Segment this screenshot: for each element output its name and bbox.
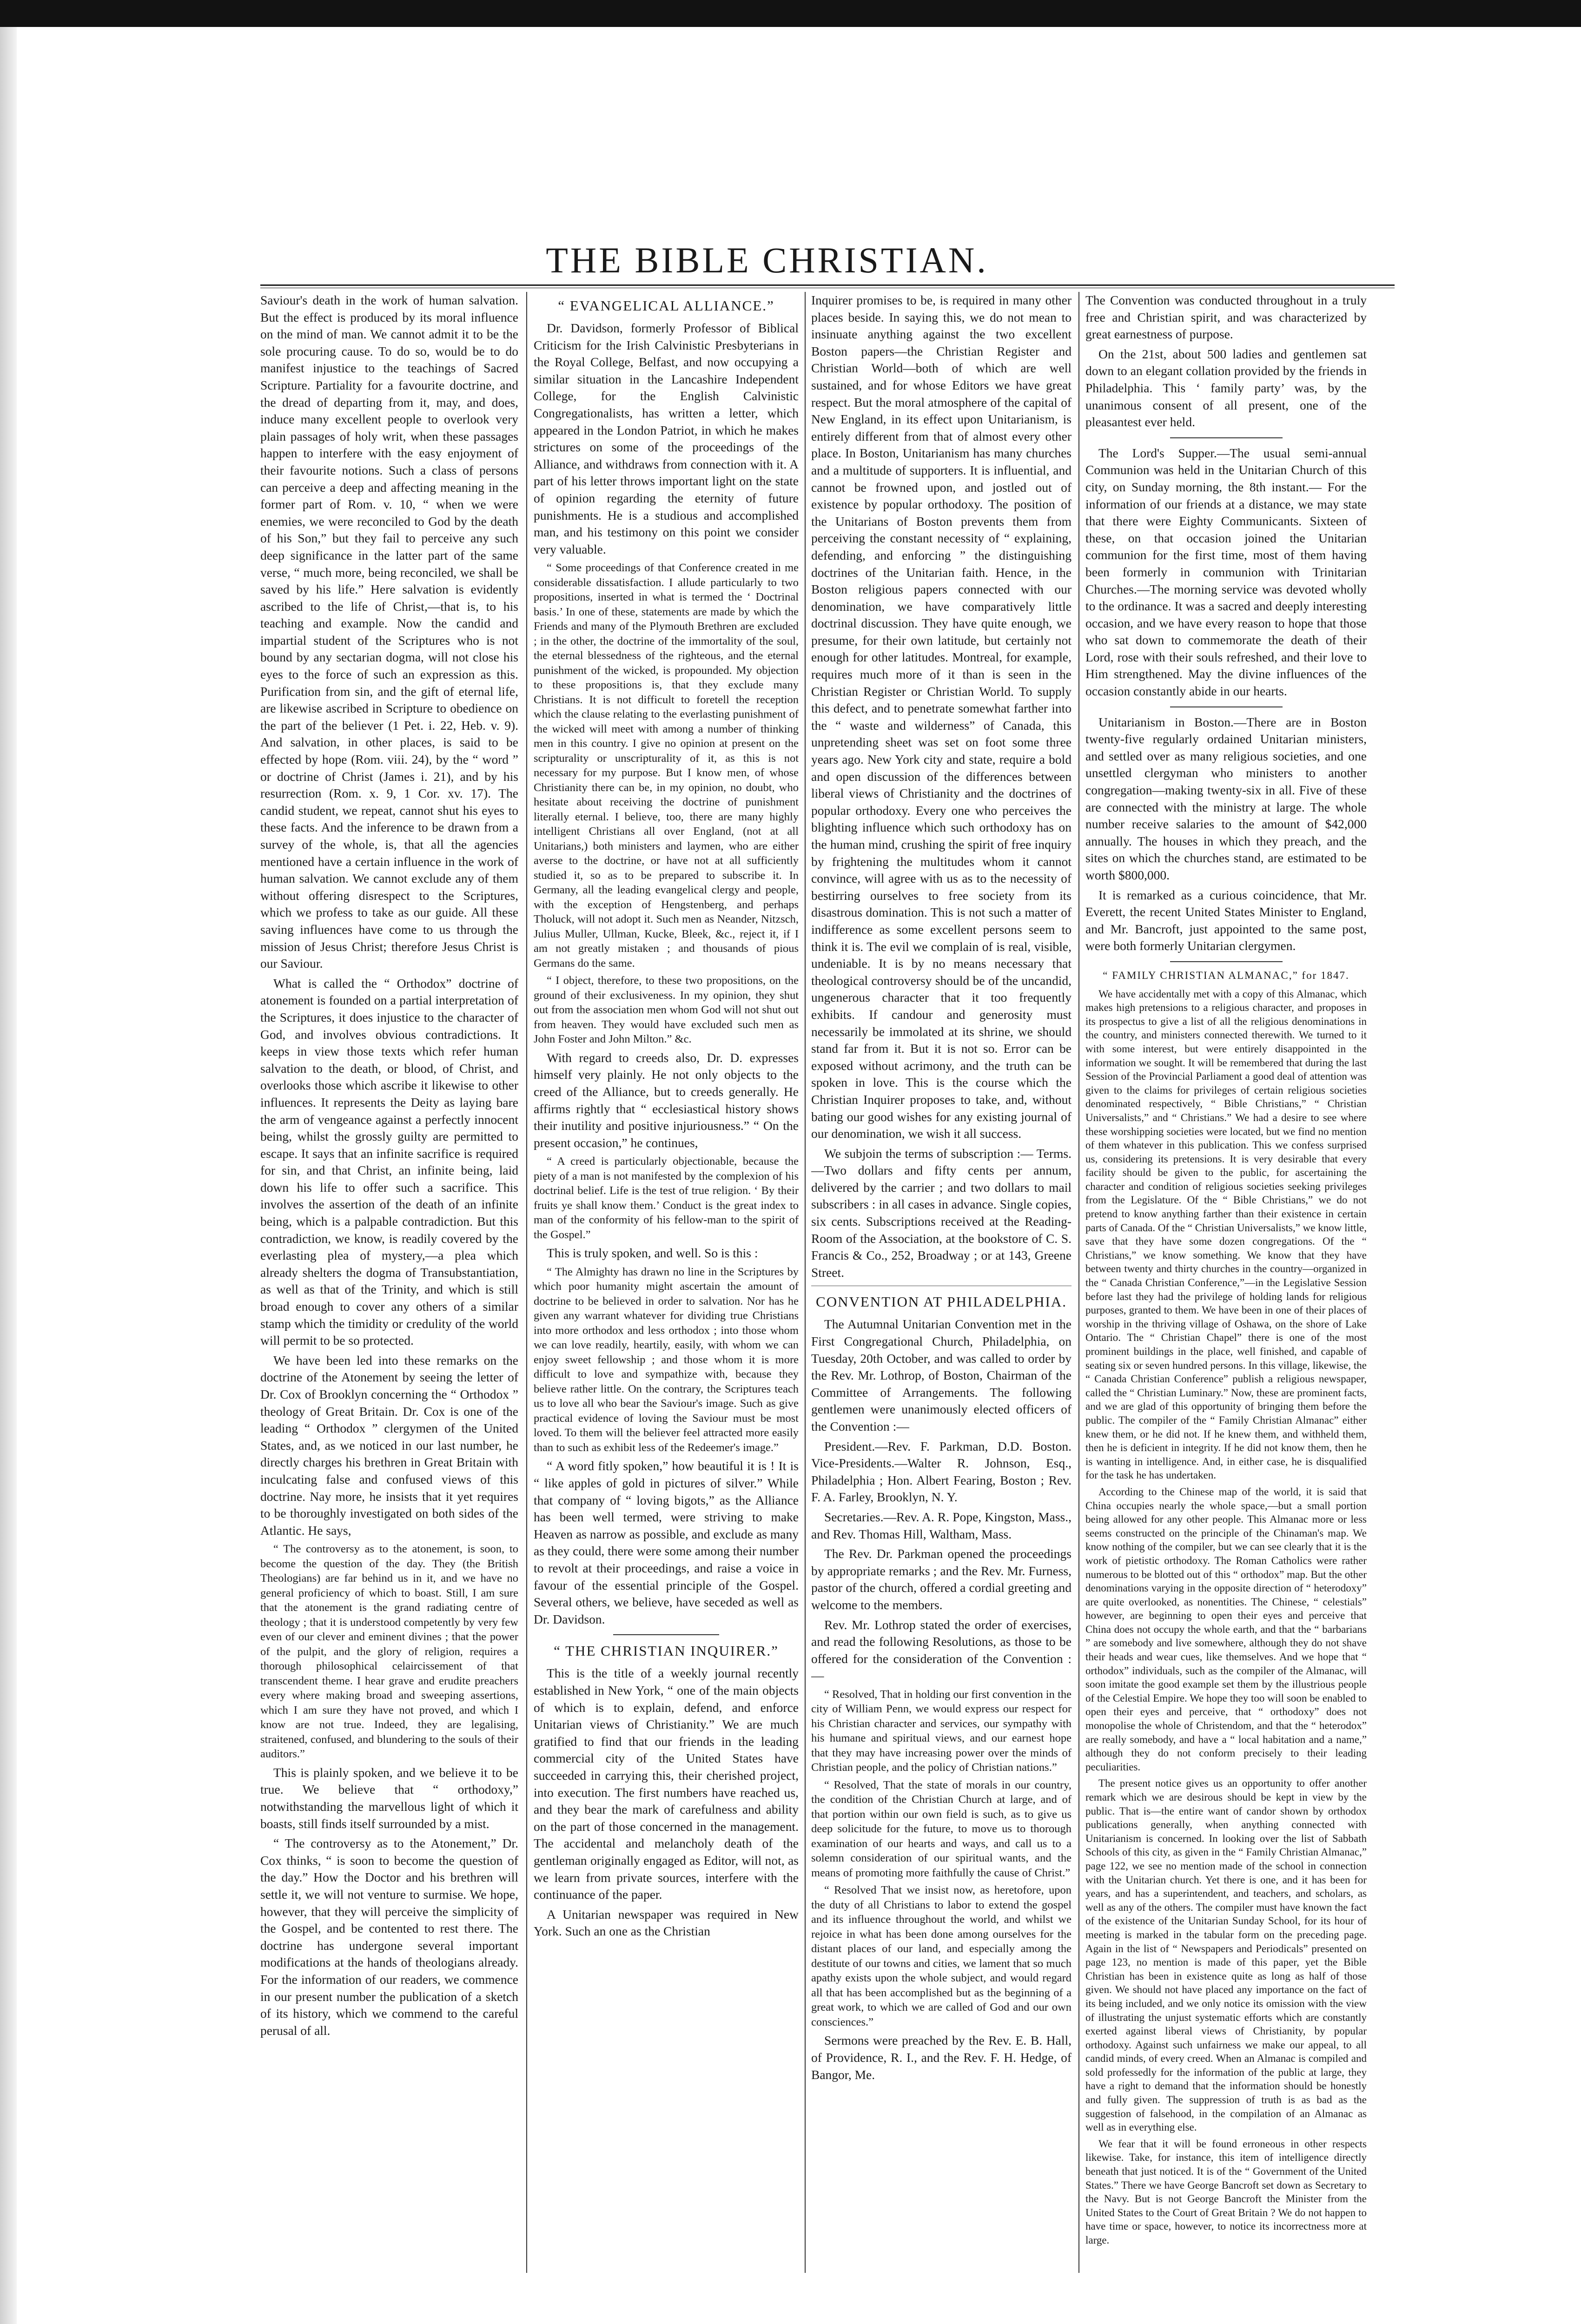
paragraph: Secretaries.—Rev. A. R. Pope, Kingston, Mass., and Rev. Thomas Hill, Waltham, Mass. <box>811 1509 1072 1541</box>
paragraph: The Autumnal Unitarian Convention met in the First Congregational Church, Philadelphia, on Tuesday, 20th October, and was called to order by the Rev. Mr. Lothrop, of Boston, Chairman of the Committee of Arrangements. The following gentlemen were unanimously elected officers of the Convention :— <box>811 1317 1072 1433</box>
block-quote: “ I object, therefore, to these two propositions, on the ground of their exclusiveness. In my opinion, they shut out from the association men whom God will not shut out from heaven. They would have excluded such men as John Foster and John Milton.” &c. <box>534 974 799 1046</box>
section-divider <box>1170 961 1283 962</box>
section-divider <box>1170 437 1283 438</box>
paragraph: This is truly spoken, and well. So is this : <box>547 1246 758 1261</box>
paragraph: Rev. Mr. Lothrop stated the order of exercises, and read the following Resolutions, as those to be offered for the consideration of the Convention :— <box>811 1617 1072 1683</box>
article-heading: “ THE CHRISTIAN INQUIRER.” <box>554 1643 779 1659</box>
paragraph: What is called the “ Orthodox” doctrine of atonement is founded on a partial interpretation of the Scriptures, it does injustice to the character of God, and involves obvious contradictions. It keeps in view those texts which refer human salvation to the death, or blood, of Christ, and overlooks those which ascribe it likewise to other influences. It represents the Deity as laying bare the arm of vengeance against a perfectly innocent being, whilst the grossly guilty are permitted to escape. It says that an infinite sacrifice is required for sin, and that Christ, an infinite being, laid down his life to offer such a sacrifice. This involves the assertion of the death of an infinite being, which is a palpable contradiction. But this contradiction, we know, is readily covered by the everlasting plea of mystery,—a plea which already shelters the dogma of Transubstantiation, as well as that of the Trinity, and which is still broad enough to cover any others of a similar stamp which the timidity or credulity of the world will permit to be so protected. <box>260 976 518 1348</box>
article-heading: “ FAMILY CHRISTIAN ALMANAC,” for 1847. <box>1103 969 1349 981</box>
paragraph: This is the title of a weekly journal recently established in New York, “ one of the main objects of which is to explain, defend, and enforce Unitarian views of Christianity.” We are much gratified to find that our friends in the leading commercial city of the United States have succeeded in carrying this, their cherished project, into execution. The first numbers have reached us, and they bear the mark of carefulness and ability on the part of those concerned in the management. The accidental and melancholy death of the gentleman originally engaged as Editor, will not, as we learn from private sources, interfere with the continuance of the paper. <box>534 1666 799 1902</box>
column-2 <box>534 292 799 2273</box>
section-divider <box>1170 706 1283 707</box>
block-quote: “ Some proceedings of that Conference created in me considerable dissatisfaction. I allude particularly to two propositions, inserted in what is termed the ‘ Doctrinal basis.’ In one of these, statements are made by which the Friends and many of the Plymouth Brethren are excluded ; in the other, the doctrine of the immortality of the soul, the eternal blessedness of the righteous, and the eternal punishment of the wicked, is propounded. My objection to these propositions is, that they exclude many Christians. It is not difficult to foretell the reception which the clause relating to the everlasting punishment of the wicked will meet with among a number of thinking men in this country. I give no opinion at present on the scripturality or unscripturality of it, as this is not necessary for my purpose. But I know men, of whose Christianity there can be, in my opinion, no doubt, who hesitate about receiving the doctrine of punishment literally eternal. I believe, too, there are many highly intelligent Christians all over England, (not at all Unitarians,) both ministers and laymen, who are either averse to the doctrine, or have not at all sufficiently studied it, so as to be prepared to subscribe it. In Germany, all the leading evangelical clergy and people, with the exception of Hengstenberg, and perhaps Tholuck, will not adopt it. Such men as Neander, Nitzsch, Julius Muller, Ullman, Kucke, Bleek, &c., reject it, if I am not greatly mistaken ; and thousands of pious Germans do the same. <box>534 561 799 970</box>
paragraph: This is plainly spoken, and we believe it to be true. We believe that “ orthodoxy,” notwithstanding the marvellous light of which it boasts, still finds itself surrounded by a mist. <box>260 1765 518 1831</box>
paragraph: We subjoin the terms of subscription :— Terms.—Two dollars and fifty cents per annum, delivered by the carrier ; and two dollars to mail subscribers : in all cases in advance. Single copies, six cents. Subscriptions received at the Reading-Room of the Association, at the bookstore of C. S. Francis & Co., 252, Broadway ; or at 143, Greene Street. <box>811 1146 1072 1280</box>
paragraph: On the 21st, about 500 ladies and gentlemen sat down to an elegant collation provided by the friends in Philadelphia. This ‘ family party’ was, by the unanimous consent of all present, one of the pleasantest ever held. <box>1085 346 1367 429</box>
paragraph: We fear that it will be found erroneous in other respects likewise. Take, for instance, this item of intelligence directly beneath that just noticed. It is of the “ Government of the United States.” There we have George Bancroft set down as Secretary to the Navy. But is not George Bancroft the Minister from the United States to the Court of Great Britain ? We do not happen to have time or space, however, to notice its incorrectness more at large. <box>1085 2138 1367 2246</box>
column-1 <box>260 292 518 2273</box>
paragraph: Inquirer promises to be, is required in many other places beside. In saying this, we do not mean to insinuate anything against the two excellent Boston papers—the Christian Register and Christian World—both of which are well sustained, and for whose Editors we have great respect. But the moral atmosphere of the capital of New England, in its effect upon Unitarianism, is entirely different from that of almost every other place. In Boston, Unitarianism has many churches and a multitude of supporters. It is influential, and cannot be frowned upon, and jostled out of existence by popular orthodoxy. The position of the Unitarians of Boston prevents them from perceiving the constant necessity of “ explaining, defending, and enforcing ” the distinguishing doctrines of the Unitarian faith. Hence, in the Boston religious papers connected with our denomination, we have comparatively little doctrinal discussion. They have quite enough, we presume, for their own latitude, but certainly not enough for other latitudes. Montreal, for example, requires much more of it than is seen in the Christian Register or Christian World. To supply this defect, and to penetrate somewhat farther into the “ waste and wilderness” of Canada, this unpretending sheet was set on foot some three years ago. New York city and state, require a bold and open discussion of the differences between liberal views of Christianity and the doctrines of popular orthodoxy. Every one who perceives the blighting influence which such orthodoxy has on the human mind, crushing the spirit of free inquiry by frightening the multitudes whom it cannot convince, will agree with us as to the necessity of bestirring ourselves to free society from its disastrous domination. This is not such a matter of indifference as some excellent persons seem to think it is. The evil we complain of is real, visible, undeniable. It is by no means necessary that theological controversy should be of the uncandid, ungenerous character that it too frequently exhibits. If candour and generosity must necessarily be immolated at its shrine, we should stand far from it. But it is not so. Error can be exposed without acrimony, and the truth can be spoken in love. This is the course which the Christian Inquirer proposes to take, and, without bating our good wishes for any existing journal of our denomination, we wish it all success. <box>811 293 1072 1141</box>
block-quote: “ The Almighty has drawn no line in the Scriptures by which poor humanity might ascertain the amount of doctrine to be believed in order to salvation. Nor has he given any warrant whatever for dividing true Christians into more orthodox and less orthodox ; into those whom we can love readily, heartily, easily, with whom we can enjoy sweet fellowship ; and those whom it is more difficult to love and sympathize with, because they believe rather little. On the contrary, the Scriptures teach us to love all who bear the Saviour's image. Such as give practical evidence of loving the Saviour must be most loved. To them will the believer feel attracted more easily than to such as exhibit less of the Redeemer's image.” <box>534 1265 799 1454</box>
binding-edge <box>0 27 17 2324</box>
masthead <box>195 235 1339 286</box>
block-quote: “ The controversy as to the atonement, is soon, to become the question of the day. They (the British Theologians) are far behind us in it, and we have no general proficiency of which to boast. Still, I am sure that the atonement is the grand radiating centre of theology ; that it is understood competently by very few even of our clever and eminent divines ; that the power of the pulpit, and the glory of religion, requires a thorough philosophical celaircissement of that transcendent theme. I hear grave and erudite preachers every where making broad and sweeping assertions, which I am sure they have not proved, and which I know are not true. Indeed, they are legalising, straitened, confused, and blundering to the souls of their auditors.” <box>260 1543 518 1761</box>
paragraph: The Lord's Supper.—The usual semi-annual Communion was held in the Unitarian Church of this city, on Sunday morning, the 8th instant.— For the information of our friends at a distance, we may state that there were Eighty Communicants. Sixteen of these, on that occasion joined the Unitarian communion for the first time, most of them having been formerly in communion with Trinitarian Churches.—The morning service was devoted wholly to the ordinance. It was a sacred and deeply interesting occasion, and we have every reason to hope that those who sat down to commemorate the death of their Lord, rose with their souls refreshed, and their love to Him strengthened. May the divine influences of the occasion constantly abide in our hearts. <box>1085 445 1367 699</box>
masthead-title: THE BIBLE CHRISTIAN. <box>546 240 988 280</box>
column-3 <box>811 292 1072 2273</box>
block-quote: “ A creed is particularly objectionable, because the piety of a man is not manifested by the complexion of his doctrinal belief. Life is the test of true religion. ‘ By their fruits ye shall know them.’ Conduct is the great index to man of the conformity of his fellow-man to the spirit of the Gospel.” <box>534 1155 799 1241</box>
paragraph: A Unitarian newspaper was required in New York. Such an one as the Christian <box>534 1907 799 1939</box>
column-divider <box>805 292 806 2273</box>
paragraph: With regard to creeds also, Dr. D. expresses himself very plainly. He not only objects to the creed of the Alliance, but to creeds generally. He affirms rightly that “ ecclesiastical history shows their inutility and positive injuriousness.” “ On the present occasion,” he continues, <box>534 1050 799 1150</box>
paragraph: The Convention was conducted throughout in a truly free and Christian spirit, and was characterized by great earnestness of purpose. <box>1085 293 1367 342</box>
paragraph: It is remarked as a curious coincidence, that Mr. Everett, the recent United States Minister to England, and Mr. Bancroft, just appointed to the same post, were both formerly Unitarian clergymen. <box>1085 887 1367 953</box>
paragraph: Saviour's death in the work of human salvation. But the effect is produced by its moral influence on the mind of man. We cannot admit it to be the sole procuring cause. To do so, would be to do manifest injustice to the teachings of Sacred Scripture. Partiality for a favourite doctrine, and the dread of departing from it, may, and does, induce many excellent people to overlook very plain passages of holy writ, when these passages happen to interfere with the easy enjoyment of their favourite notions. Such a class of persons can perceive a deep and affecting meaning in the former part of Rom. v. 10, “ when we were enemies, we were reconciled to God by the death of his Son,” but they fail to perceive any such deep significance in the latter part of the same verse, “ much more, being reconciled, we shall be saved by his life.” Here salvation is evidently ascribed to the life of Christ,—that is, to his teaching and example. Now the candid and impartial student of the Scriptures who is not bound by any sectarian dogma, will not close his eyes to the force of such an expression as this. Purification from sin, and the gift of eternal life, are likewise ascribed in Scripture to obedience on the part of the believer (1 Pet. i. 22, Heb. v. 9). And salvation, in other places, is said to be effected by hope (Rom. viii. 24), by the “ word ” or doctrine of Christ (James i. 21), and by his resurrection (Rom. x. 9, 1 Cor. xv. 17). The candid student, we repeat, cannot shut his eyes to these facts. And the inference to be drawn from a survey of the whole, is, that all the agencies mentioned have a certain influence in the work of human salvation. We cannot exclude any of them without offering disrespect to the Scriptures, which we profess to take as our guide. All these saving influences have come to us through the mission of Jesus Christ; therefore Jesus Christ is our Saviour. <box>260 293 518 971</box>
header-rule <box>260 284 1395 288</box>
section-divider <box>613 1634 719 1635</box>
paragraph: We have been led into these remarks on the doctrine of the Atonement by seeing the letter of Dr. Cox of Brooklyn concerning the “ Orthodox ” theology of Great Britain. Dr. Cox is one of the leading “ Orthodox ” clergymen of the United States, and, as we noticed in our last number, he directly charges his brethren in Great Britain with inculcating false and confused views of this doctrine. Nay more, he insists that it yet requires to be thoroughly investigated on both sides of the Atlantic. He says, <box>260 1353 518 1538</box>
paragraph: The Rev. Dr. Parkman opened the proceedings by appropriate remarks ; and the Rev. Mr. Furness, pastor of the church, offered a cordial greeting and welcome to the members. <box>811 1546 1072 1612</box>
column-divider <box>1078 292 1079 2273</box>
paragraph: President.—Rev. F. Parkman, D.D. Boston. Vice-Presidents.—Walter R. Johnson, Esq., Philadelphia ; Hon. Albert Fearing, Boston ; Rev. F. A. Farley, Brooklyn, N. Y. <box>811 1439 1072 1505</box>
article-heading: CONVENTION AT PHILADELPHIA. <box>816 1294 1067 1310</box>
resolution: “ Resolved, That in holding our first convention in the city of William Penn, we would express our respect for his Christian character and services, our sympathy with his humane and spiritual views, and our earnest hope that they may have increasing power over the minds of Christian people, and the policy of Christian nations.” <box>811 1688 1072 1774</box>
paragraph: “ The controversy as to the Atonement,” Dr. Cox thinks, “ is soon to become the question of the day.” How the Doctor and his brethren will settle it, we will not venture to surmise. We hope, however, that they will perceive the simplicity of the Gospel, and be contented to rest there. The doctrine has undergone several important modifications at the hands of theologians already. For the information of our readers, we commence in our present number the publication of a sketch of its history, which we commend to the careful perusal of all. <box>260 1836 518 2038</box>
paragraph: According to the Chinese map of the world, it is said that China occupies nearly the whole space,—but a small portion being allowed for any other people. This Almanac more or less seems constructed on the principle of the Chinaman's map. We know nothing of the compiler, but we can see clearly that it is the work of pietistic orthodoxy. The Roman Catholics were rather numerous to be blotted out of this “ orthodox” map. But the other denominations varying in the opposite direction of “ heterodoxy” are quite overlooked, as nonentities. The Chinese, “ celestials” however, are beginning to open their eyes and perceive that China does not occupy the whole earth, and that the “ barbarians ” are somebody and live somewhere, although they do not shave their heads and wear cues, like themselves. And we hope that “ orthodox” individuals, such as the compiler of the Almanac, will soon imitate the good example set them by the illustrious people of the Celestial Empire. We hope they too will soon be enabled to open their eyes and perceive, that “ orthodoxy” does not monopolise the whole of Christendom, and that the “ heterodox” are really somebody, and have a “ local habitation and a name,” although they do not conform precisely to their leading peculiarities. <box>1085 1486 1367 1773</box>
resolution: “ Resolved, That the state of morals in our country, the condition of the Christian Church at large, and of that portion within our own field is such, as to give us deep solicitude for the future, to move us to thorough examination of our hearts and ways, and call us to a solemn consideration of our spiritual wants, and the means of promoting more faithfully the cause of Christ.” <box>811 1778 1072 1879</box>
paragraph: The present notice gives us an opportunity to offer another remark which we are desirous should be kept in view by the public. That is—the entire want of candor shown by orthodox publications generally, when anything connected with Unitarianism is concerned. In looking over the list of Sabbath Schools of this city, as given in the “ Family Christian Almanac,” page 122, we see no mention made of the school in connection with the Unitarian church. Yet there is one, and it has been for years, and has a superintendent, and teachers, and scholars, as well as any of the others. The compiler must have known the fact of the existence of the Unitarian Sunday School, for its hour of meeting is marked in the tabular form on the preceding page. Again in the list of “ Newspapers and Periodicals” presented on page 123, no mention is made of this paper, yet the Bible Christian has been in existence quite as long as half of those given. We should not have placed any importance on the fact of its being included, and we only notice its omission with the view of illustrating the unjust systematic efforts which are constantly exerted against liberal views of Christianity, by popular orthodoxy. Against such unfairness we make our appeal, to all candid minds, of every creed. When an Almanac is compiled and sold professedly for the information of the public at large, they have a right to demand that the information should be honestly and fully given. The suppression of truth is as bad as the suggestion of falsehood, in the compilation of an Almanac as well as in everything else. <box>1085 1777 1367 2133</box>
top-black-band <box>0 0 1581 27</box>
resolution: “ Resolved That we insist now, as heretofore, upon the duty of all Christians to labor to extend the gospel and its influence throughout the world, and whilst we rejoice in what has been done among ourselves for the distant places of our land, and especially among the destitute of our towns and cities, we lament that so much apathy exists upon the whole subject, and would regard all that has been accomplished but as the beginning of a great work, to which we are called of God and our own consciences.” <box>811 1884 1072 2028</box>
paragraph: Sermons were preached by the Rev. E. B. Hall, of Providence, R. I., and the Rev. F. H. Hedge, of Bangor, Me. <box>811 2033 1072 2082</box>
paragraph: We have accidentally met with a copy of this Almanac, which makes high pretensions to a religious character, and proposes in its prospectus to give a list of all the religious denominations in the country, and ministers connected therewith. We turned to it with some interest, but were entirely disappointed in the information we sought. It will be remembered that during the last Session of the Provincial Parliament a good deal of attention was given to the claims for privileges of certain religious societies denominated respectively, “ Bible Christians,” “ Christian Universalists,” and “ Christians.” We had a desire to see where these worshipping societies were located, but we find no mention of them whatever in this publication. This we confess surprised us, considering its pretensions. It is very desirable that every facility should be given to the public, for ascertaining the character and condition of religious societies seeking privileges from the Legislature. Of the “ Bible Christians,” we do not pretend to know anything farther than their existence in certain parts of Canada. Of the “ Christian Universalists,” we know little, save that they have some dozen congregations. Of the “ Christians,” we know something. We know that they have between twenty and thirty churches in the country—organized in the “ Canada Christian Conference,”—in the Legislative Session before last they had the privilege of holding lands for religious purposes, granted to them. We have been in one of their places of worship in the thriving village of Oshawa, on the shore of Lake Ontario. The “ Christian Chapel” there is one of the most prominent buildings in the place, well finished, and capable of seating six or seven hundred persons. In this village, likewise, the “ Canada Christian Conference” publish a religious newspaper, called the “ Christian Luminary.” Now, these are prominent facts, and we are glad of this opportunity of bringing them before the public. The compiler of the “ Family Christian Almanac” either knew them, or he did not. If he knew them, and withheld them, then he is deficient in integrity. If he did not know them, then he is wanting in intelligence. And, in either case, he is disqualified for the task he has undertaken. <box>1085 988 1367 1481</box>
paragraph: Unitarianism in Boston.—There are in Boston twenty-five regularly ordained Unitarian ministers, and settled over as many religious societies, and one unsettled clergyman who ministers to another congregation—making twenty-six in all. Five of these are connected with the ministry at large. The whole number receive salaries to the amount of $42,000 annually. The houses in which they preach, and the sites on which the churches stand, are estimated to be worth $800,000. <box>1085 714 1367 882</box>
column-divider <box>526 292 527 2273</box>
article-heading: “ EVANGELICAL ALLIANCE.” <box>558 297 774 314</box>
paragraph: Dr. Davidson, formerly Professor of Biblical Criticism for the Irish Calvinistic Presbyterians in the Royal College, Belfast, and now occupying a similar situation in the Lancashire Independent College, for the English Calvinistic Congregationalists, has written a letter, which appeared in the London Patriot, in which he makes strictures on some of the proceedings of the Alliance, and withdraws from connection with it. A part of his letter throws important light on the state of opinion regarding the eternity of future punishments. He is a studious and accomplished man, and his testimony on this point we consider very valuable. <box>534 321 799 556</box>
column-4 <box>1085 292 1367 2273</box>
paragraph: “ A word fitly spoken,” how beautiful it is ! It is “ like apples of gold in pictures of silver.” While that company of “ loving bigots,” as the Alliance has been well termed, were striving to make Heaven as narrow as possible, and exclude as many as they could, there were some among their number to revolt at their proceedings, and raise a voice in favour of the essential principle of the Gospel. Several others, we believe, have seceded as well as Dr. Davidson. <box>534 1459 799 1626</box>
